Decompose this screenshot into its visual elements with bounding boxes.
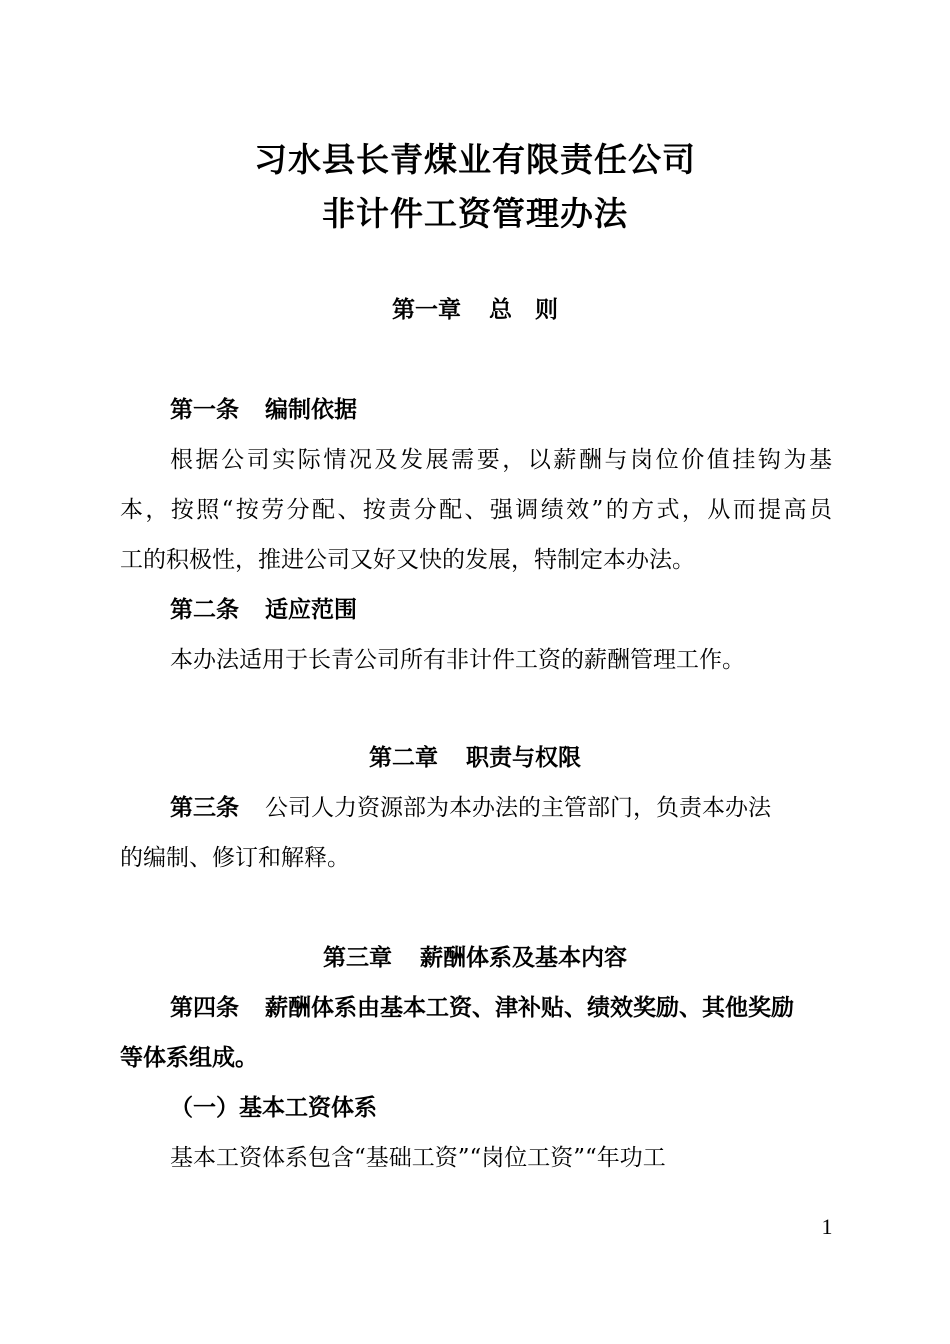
chapter-2-heading bbox=[0, 742, 950, 774]
article-3-line-2: 的编制、修订和解释。 bbox=[120, 845, 350, 871]
article-3-number: 第三条 bbox=[170, 795, 239, 821]
article-4-line-2: 等体系组成。 bbox=[120, 1045, 258, 1071]
chapter-3-name: 薪酬体系及基本内容 bbox=[420, 945, 627, 971]
section-1-heading: （一）基本工资体系 bbox=[170, 1095, 377, 1121]
document-title-line-2: 非计件工资管理办法 bbox=[322, 194, 628, 233]
chapter-1-heading bbox=[0, 294, 950, 326]
chapter-3-number: 第三章 bbox=[323, 945, 392, 971]
article-4-text: 薪酬体系由基本工资、津补贴、绩效奖励、其他奖励 bbox=[265, 995, 794, 1021]
document-title-line-1: 习水县长青煤业有限责任公司 bbox=[254, 140, 696, 179]
section-1-paragraph-line-1: 基本工资体系包含“基础工资”“岗位工资”“年功工 bbox=[170, 1145, 666, 1171]
chapter-1-number: 第一章 bbox=[392, 297, 461, 323]
chapter-3-heading bbox=[0, 942, 950, 974]
article-2-paragraph-line-1: 本办法适用于长青公司所有非计件工资的薪酬管理工作。 bbox=[170, 647, 745, 673]
article-3-line-1 bbox=[170, 792, 832, 824]
article-1-heading bbox=[170, 394, 830, 426]
article-1-paragraph-line-3: 工的积极性，推进公司又好又快的发展，特制定本办法。 bbox=[120, 547, 695, 573]
article-1-name: 编制依据 bbox=[265, 397, 357, 423]
article-3-text: 公司人力资源部为本办法的主管部门，负责本办法 bbox=[265, 795, 771, 821]
chapter-1-name: 总 则 bbox=[489, 297, 558, 323]
chapter-2-number: 第二章 bbox=[369, 745, 438, 771]
article-4-line-1 bbox=[170, 992, 832, 1024]
chapter-2-name: 职责与权限 bbox=[466, 745, 581, 771]
article-2-heading bbox=[170, 594, 830, 626]
article-1-paragraph-line-2: 本，按照“按劳分配、按责分配、强调绩效”的方式，从而提高员 bbox=[120, 497, 832, 523]
article-4-number: 第四条 bbox=[170, 995, 239, 1021]
article-2-name: 适应范围 bbox=[265, 597, 357, 623]
article-1-paragraph-line-1: 根据公司实际情况及发展需要，以薪酬与岗位价值挂钩为基 bbox=[170, 447, 832, 473]
article-2-number: 第二条 bbox=[170, 597, 239, 623]
page-number: 1 bbox=[821, 1214, 833, 1239]
article-1-number: 第一条 bbox=[170, 397, 239, 423]
